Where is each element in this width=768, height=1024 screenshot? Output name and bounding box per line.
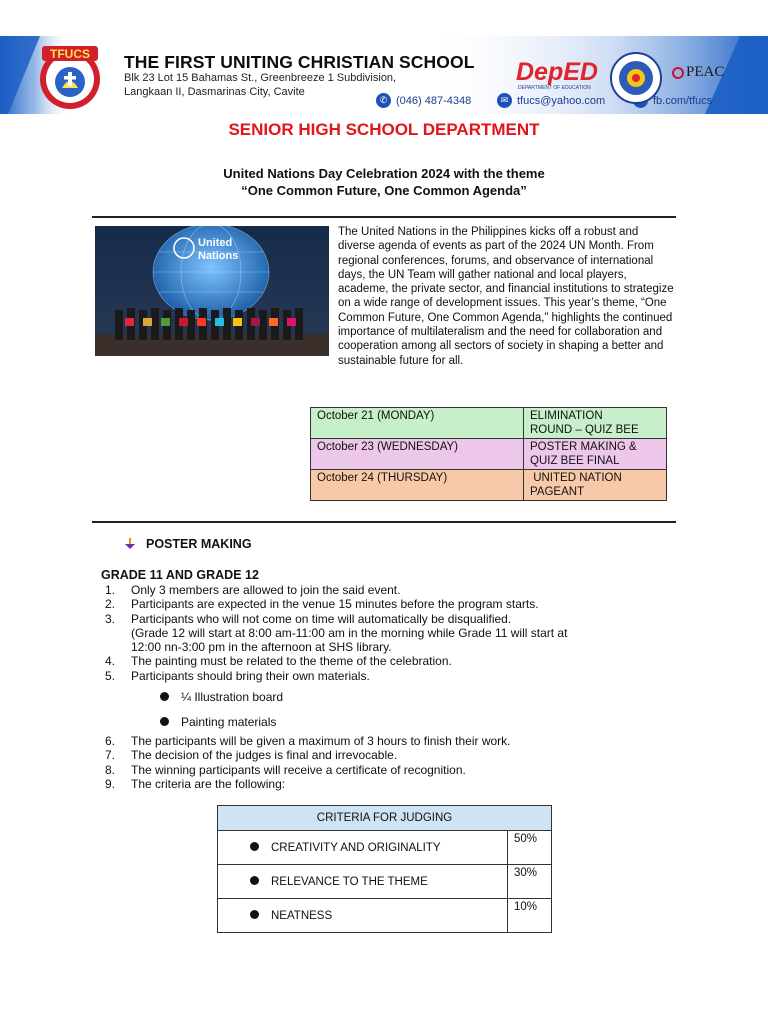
event-title bbox=[0, 165, 768, 199]
svg-text:DEPARTMENT OF EDUCATION: DEPARTMENT OF EDUCATION bbox=[518, 85, 591, 91]
list-item: ¼ Illustration board bbox=[160, 684, 283, 709]
rules-list bbox=[105, 583, 665, 683]
bullet-icon bbox=[160, 692, 169, 701]
list-item: 7. The decision of the judges is final and irrevocable. bbox=[105, 748, 398, 763]
grade-heading: GRADE 11 AND GRADE 12 bbox=[101, 568, 259, 582]
facebook-text[interactable]: fb.com/tfucs bbox=[653, 94, 713, 107]
intro-paragraph: The United Nations in the Philippines kicks off a robust and diverse agenda of events as part of the 2024 UN Month. From regional conferences, forums, and observance of international days, the UN Team will gather national and local players, academe, the private sector, and financial institutions to strategize on a wide range of development issues. This year’s theme, “One Common Future, One Common Agenda,” highlights the continued importance of multilateralism and the need for collaboration and cooperation among all sectors of society in shaping a better and sustainable future for all. bbox=[338, 226, 674, 367]
list-item: 2. Participants are expected in the venue 15 minutes before the program starts. bbox=[105, 597, 539, 612]
materials-list bbox=[160, 684, 283, 734]
school-address-line2: Langkaan II, Dasmarinas City, Cavite bbox=[124, 86, 305, 98]
deped-seal-logo bbox=[609, 51, 663, 105]
event-title-line2: “One Common Future, One Common Agenda” bbox=[241, 183, 527, 198]
phone-icon: ✆ bbox=[376, 93, 391, 108]
criteria-name: CREATIVITY AND ORIGINALITY bbox=[218, 831, 508, 865]
criteria-percent: 10% bbox=[508, 899, 552, 933]
list-item: 6. The participants will be given a maximum of 3 hours to finish their work. bbox=[105, 734, 511, 748]
list-item: 8. The winning participants will receive a certificate of recognition. bbox=[105, 762, 466, 777]
schedule-date: October 21 (MONDAY) bbox=[311, 408, 524, 439]
schedule-event: ELIMINATION ROUND – QUIZ BEE bbox=[524, 408, 667, 439]
bullet-icon bbox=[250, 842, 259, 851]
list-item: 4. The painting must be related to the theme of the celebration. bbox=[105, 654, 452, 669]
list-item: Painting materials bbox=[160, 709, 283, 734]
schedule-date: October 23 (WEDNESDAY) bbox=[311, 439, 524, 470]
peac-logo: PEAC bbox=[672, 64, 724, 81]
svg-text:DepED: DepED bbox=[516, 58, 598, 86]
email-icon: ✉ bbox=[497, 93, 512, 108]
phone-text: (046) 487-4348 bbox=[396, 94, 472, 107]
criteria-percent: 30% bbox=[508, 865, 552, 899]
school-logo bbox=[35, 44, 105, 110]
list-item: (Grade 12 will start at 8:00 am-11:00 am in the morning while Grade 11 will start at bbox=[131, 625, 568, 640]
table-header-row bbox=[218, 806, 552, 831]
criteria-name: NEATNESS bbox=[218, 899, 508, 933]
divider bbox=[92, 216, 676, 218]
rules-list bbox=[105, 734, 665, 791]
list-item: 3. Participants who will not come on time will automatically be disqualified. bbox=[105, 611, 512, 626]
schedule-row bbox=[311, 470, 667, 501]
bullet-icon bbox=[250, 910, 259, 919]
bullet-icon bbox=[160, 717, 169, 726]
department-heading: SENIOR HIGH SCHOOL DEPARTMENT bbox=[228, 120, 540, 139]
arrow-bullet-icon bbox=[124, 538, 136, 550]
svg-text:Nations: Nations bbox=[198, 250, 239, 262]
email-contact[interactable] bbox=[497, 93, 605, 108]
criteria-header: CRITERIA FOR JUDGING bbox=[218, 806, 552, 831]
schedule-row bbox=[311, 408, 667, 439]
list-item: 12:00 nn-3:00 pm in the afternoon at SHS library. bbox=[131, 640, 392, 655]
school-name: THE FIRST UNITING CHRISTIAN SCHOOL bbox=[124, 52, 475, 72]
poster-making-heading: POSTER MAKING bbox=[124, 537, 252, 551]
letterhead bbox=[0, 36, 768, 114]
schedule-event: UNITED NATION PAGEANT bbox=[524, 470, 667, 501]
table-row bbox=[218, 865, 552, 899]
un-globe-photo bbox=[95, 226, 329, 356]
event-title-line1: United Nations Day Celebration 2024 with the theme bbox=[223, 166, 545, 181]
divider bbox=[92, 521, 676, 523]
deped-logo bbox=[514, 53, 608, 93]
schedule-table bbox=[310, 407, 667, 501]
phone-contact bbox=[376, 93, 471, 108]
criteria-percent: 50% bbox=[508, 831, 552, 865]
bullet-icon bbox=[250, 876, 259, 885]
table-row bbox=[218, 831, 552, 865]
schedule-row bbox=[311, 439, 667, 470]
list-item: 9. The criteria are the following: bbox=[105, 776, 286, 791]
schedule-event: POSTER MAKING & QUIZ BEE FINAL bbox=[524, 439, 667, 470]
school-address-line1: Blk 23 Lot 15 Bahamas St., Greenbreeze 1 Subdivision, bbox=[124, 72, 397, 84]
criteria-table bbox=[217, 805, 552, 933]
email-text[interactable]: tfucs@yahoo.com bbox=[517, 94, 606, 107]
svg-text:TFUCS: TFUCS bbox=[50, 47, 90, 61]
list-item: 5. Participants should bring their own materials. bbox=[105, 668, 370, 683]
table-row bbox=[218, 899, 552, 933]
peac-mark-icon bbox=[672, 67, 684, 79]
criteria-name: RELEVANCE TO THE THEME bbox=[218, 865, 508, 899]
list-item: 1. Only 3 members are allowed to join the said event. bbox=[105, 583, 401, 597]
svg-text:United: United bbox=[198, 237, 233, 249]
schedule-date: October 24 (THURSDAY) bbox=[311, 470, 524, 501]
